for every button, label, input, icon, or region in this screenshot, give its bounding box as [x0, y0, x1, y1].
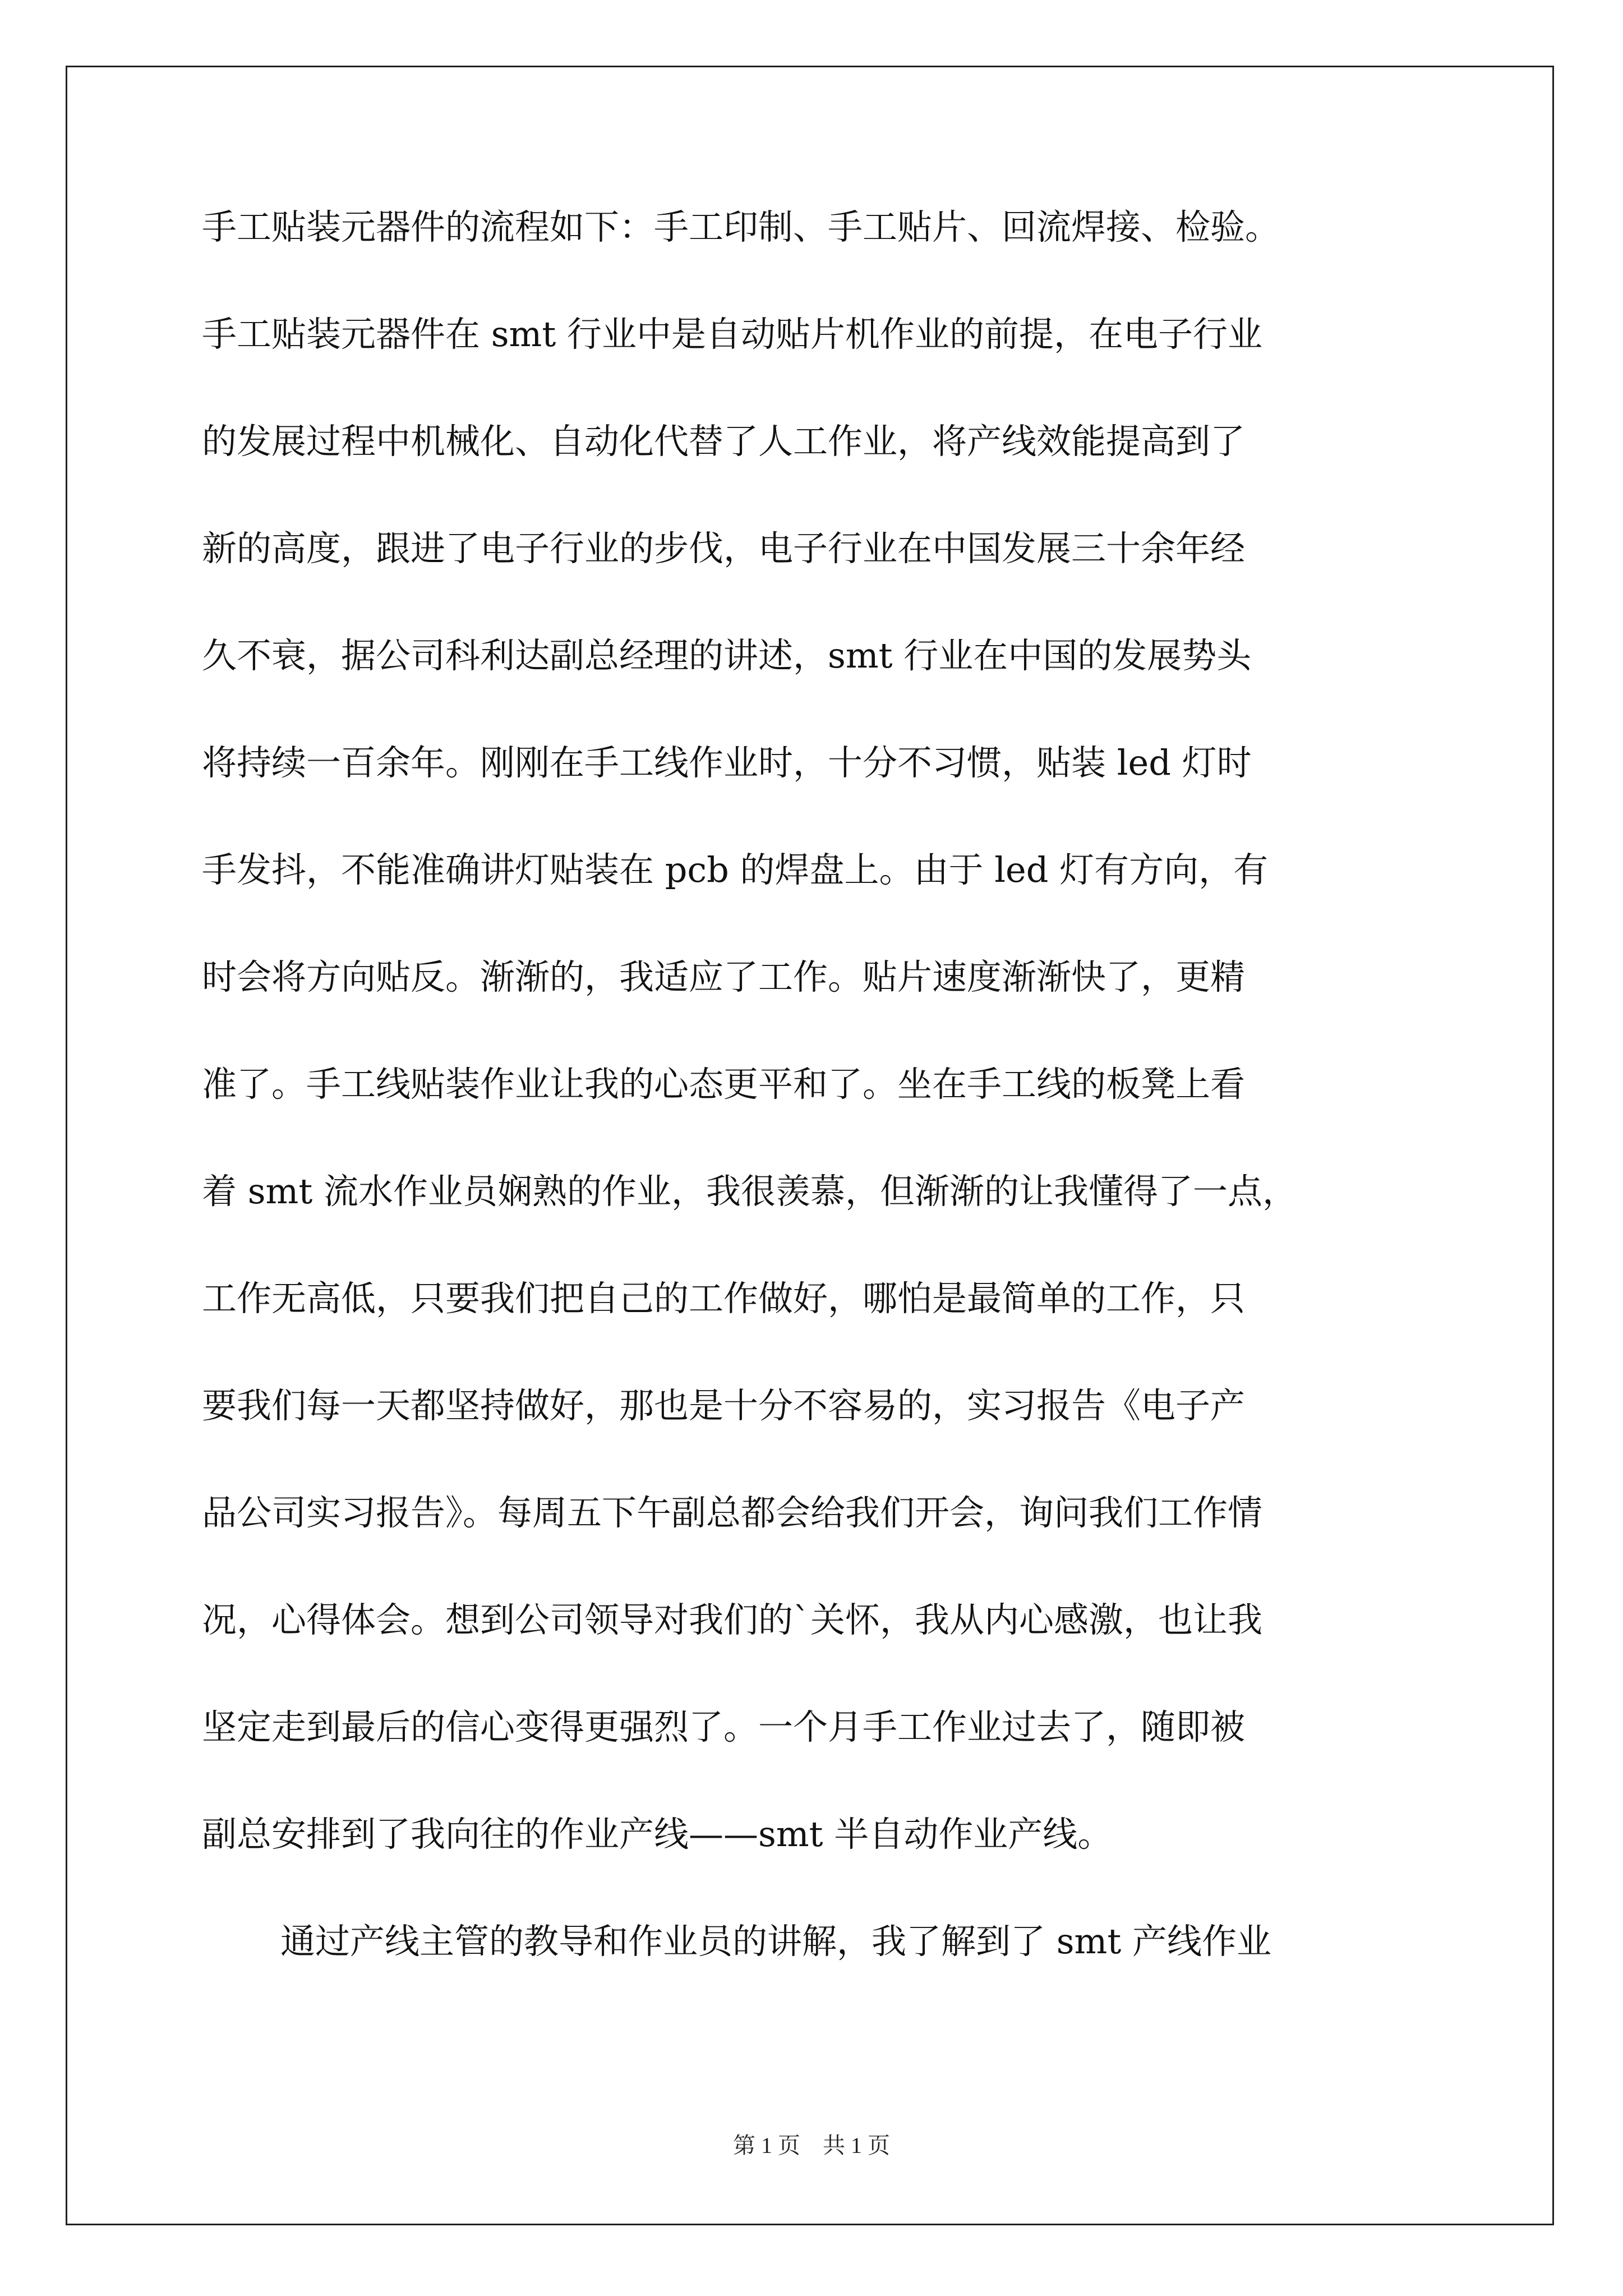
text-line: 久不衰，据公司科利达副总经理的讲述，smt 行业在中国的发展势头 [202, 635, 1252, 676]
paragraph-start-line: 通过产线主管的教导和作业员的讲解，我了解到了 smt 产线作业 [280, 1921, 1271, 1962]
text-line: 况，心得体会。想到公司领导对我们的`关怀，我从内心感激，也让我 [202, 1599, 1263, 1640]
text-line: 坚定走到最后的信心变得更强烈了。一个月手工作业过去了，随即被 [202, 1706, 1246, 1747]
text-line: 手发抖，不能准确讲灯贴装在 pcb 的焊盘上。由于 led 灯有方向，有 [202, 849, 1269, 890]
text-line: 工作无高低，只要我们把自己的工作做好，哪怕是最简单的工作，只 [202, 1278, 1246, 1319]
text-line: 手工贴装元器件的流程如下：手工印制、手工贴片、回流焊接、检验。 [202, 206, 1280, 247]
text-line: 要我们每一天都坚持做好，那也是十分不容易的，实习报告《电子产 [202, 1385, 1246, 1426]
document-body [202, 199, 1447, 2021]
text-line: 品公司实习报告》。每周五下午副总都会给我们开会，询问我们工作情 [202, 1492, 1263, 1533]
text-line: 将持续一百余年。刚刚在手工线作业时，十分不习惯，贴装 led 灯时 [202, 742, 1252, 783]
text-line: 着 smt 流水作业员娴熟的作业，我很羡慕，但渐渐的让我懂得了一点， [202, 1171, 1297, 1212]
text-line: 手工贴装元器件在 smt 行业中是自动贴片机作业的前提，在电子行业 [202, 314, 1262, 355]
text-line: 准了。手工线贴装作业让我的心态更平和了。坐在手工线的板凳上看 [202, 1064, 1246, 1105]
text-line: 新的高度，跟进了电子行业的步伐，电子行业在中国发展三十余年经 [202, 528, 1246, 569]
text-line: 时会将方向贴反。渐渐的，我适应了工作。贴片速度渐渐快了，更精 [202, 956, 1246, 997]
text-line: 的发展过程中机械化、自动化代替了人工作业，将产线效能提高到了 [202, 421, 1246, 462]
page-number: 第 1 页 [733, 2133, 800, 2158]
page-footer [0, 2132, 1623, 2160]
page-total: 共 1 页 [823, 2133, 890, 2158]
text-line: 副总安排到了我向往的作业产线——smt 半自动作业产线。 [202, 1814, 1113, 1855]
